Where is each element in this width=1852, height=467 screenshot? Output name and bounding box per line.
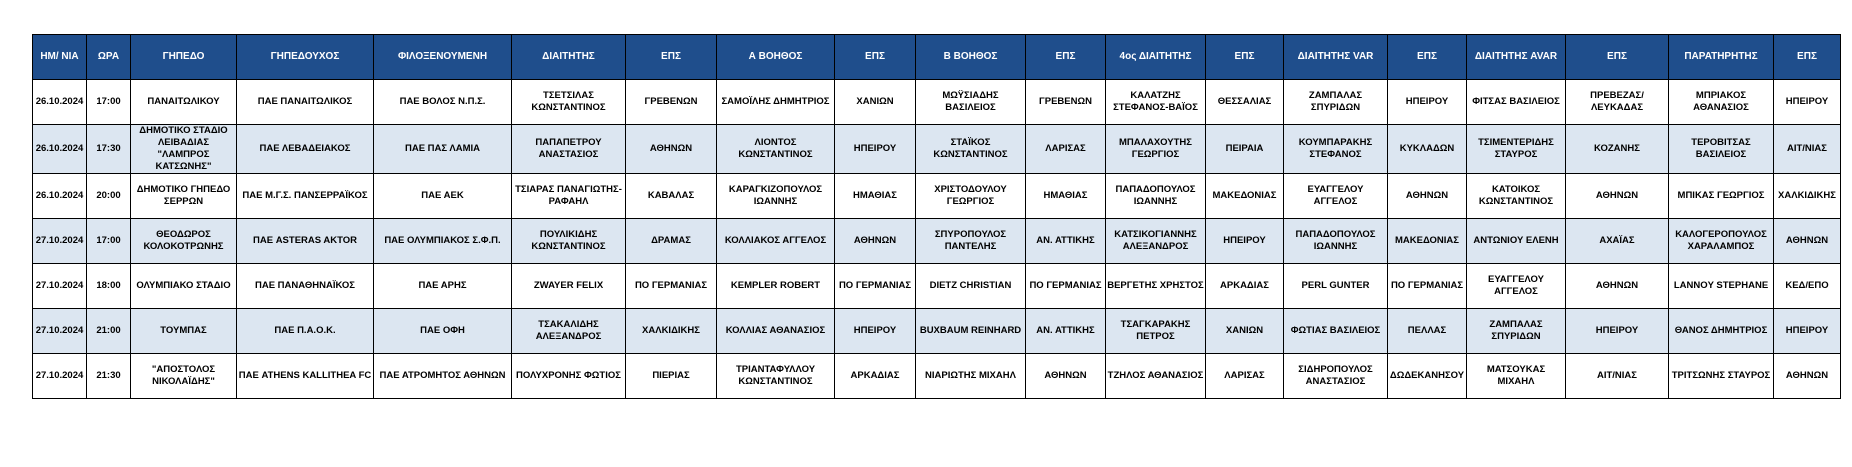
cell-observer: ΤΡΙΤΣΩΝΗΣ ΣΤΑΥΡΟΣ [1669,354,1774,399]
col-header-date: ΗΜ/ ΝΙΑ [33,35,87,80]
cell-away-team: ΠΑΕ ΑΡΗΣ [374,264,512,309]
table-body [33,80,1841,399]
cell-assistant-a-eps: ΗΠΕΙΡΟΥ [835,125,916,174]
cell-var-eps: ΔΩΔΕΚΑΝΗΣΟΥ [1388,354,1467,399]
col-header-assistant-a-eps: ΕΠΣ [835,35,916,80]
cell-assistant-b: ΜΩΫΣΙΑΔΗΣ ΒΑΣΙΛΕΙΟΣ [916,80,1026,125]
cell-fourth-official-eps: ΧΑΝΙΩΝ [1206,309,1284,354]
cell-assistant-a-eps: ΑΘΗΝΩΝ [835,219,916,264]
cell-time: 18:00 [87,264,131,309]
cell-assistant-a-eps: ΗΜΑΘΙΑΣ [835,174,916,219]
cell-observer-eps: ΑΘΗΝΩΝ [1774,219,1841,264]
cell-assistant-b-eps: ΛΑΡΙΣΑΣ [1026,125,1106,174]
cell-stadium: ΔΗΜΟΤΙΚΟ ΓΗΠΕΔΟ ΣΕΡΡΩΝ [131,174,237,219]
cell-assistant-b: ΣΠΥΡΟΠΟΥΛΟΣ ΠΑΝΤΕΛΗΣ [916,219,1026,264]
cell-assistant-b-eps: ΗΜΑΘΙΑΣ [1026,174,1106,219]
cell-date: 26.10.2024 [33,174,87,219]
cell-assistant-a: ΣΑΜΟΪΛΗΣ ΔΗΜΗΤΡΙΟΣ [717,80,835,125]
cell-referee: ΠΑΠΑΠΕΤΡΟΥ ΑΝΑΣΤΑΣΙΟΣ [512,125,626,174]
cell-assistant-b-eps: ΠΟ ΓΕΡΜΑΝΙΑΣ [1026,264,1106,309]
cell-fourth-official: ΚΑΛΑΤΖΗΣ ΣΤΕΦΑΝΟΣ-ΒΑΪΟΣ [1106,80,1206,125]
cell-assistant-a: KEMPLER ROBERT [717,264,835,309]
cell-fourth-official: ΚΑΤΣΙΚΟΓΙΑΝΝΗΣ ΑΛΕΞΑΝΔΡΟΣ [1106,219,1206,264]
cell-time: 20:00 [87,174,131,219]
cell-assistant-b-eps: ΓΡΕΒΕΝΩΝ [1026,80,1106,125]
cell-referee: ΤΣΙΑΡΑΣ ΠΑΝΑΓΙΩΤΗΣ-ΡΑΦΑΗΛ [512,174,626,219]
cell-away-team: ΠΑΕ ΠΑΣ ΛΑΜΙΑ [374,125,512,174]
referee-assignments-sheet [32,34,1841,399]
cell-time: 17:30 [87,125,131,174]
cell-home-team: ΠΑΕ ΠΑΝΑΙΤΩΛΙΚΟΣ [237,80,374,125]
cell-var: ΚΟΥΜΠΑΡΑΚΗΣ ΣΤΕΦΑΝΟΣ [1284,125,1388,174]
cell-avar-eps: ΑΙΤ/ΝΙΑΣ [1566,354,1669,399]
cell-avar: ΕΥΑΓΓΕΛΟΥ ΑΓΓΕΛΟΣ [1467,264,1566,309]
cell-time: 21:00 [87,309,131,354]
cell-var-eps: ΑΘΗΝΩΝ [1388,174,1467,219]
table-row [33,125,1841,174]
cell-home-team: ΠΑΕ ΛΕΒΑΔΕΙΑΚΟΣ [237,125,374,174]
cell-var: ΣΙΔΗΡΟΠΟΥΛΟΣ ΑΝΑΣΤΑΣΙΟΣ [1284,354,1388,399]
cell-away-team: ΠΑΕ ΑΕΚ [374,174,512,219]
cell-home-team: ΠΑΕ ΠΑΝΑΘΗΝΑΪΚΟΣ [237,264,374,309]
cell-avar: ΚΑΤΟΙΚΟΣ ΚΩΝΣΤΑΝΤΙΝΟΣ [1467,174,1566,219]
table-row [33,174,1841,219]
cell-assistant-b: DIETZ CHRISTIAN [916,264,1026,309]
cell-away-team: ΠΑΕ ΟΛΥΜΠΙΑΚΟΣ Σ.Φ.Π. [374,219,512,264]
cell-assistant-b-eps: ΑΝ. ΑΤΤΙΚΗΣ [1026,309,1106,354]
cell-time: 17:00 [87,80,131,125]
cell-time: 21:30 [87,354,131,399]
cell-avar: ΤΣΙΜΕΝΤΕΡΙΔΗΣ ΣΤΑΥΡΟΣ [1467,125,1566,174]
cell-fourth-official-eps: ΛΑΡΙΣΑΣ [1206,354,1284,399]
cell-stadium: ΤΟΥΜΠΑΣ [131,309,237,354]
col-header-var: ΔΙΑΙΤΗΤΗΣ VAR [1284,35,1388,80]
cell-avar-eps: ΠΡΕΒΕΖΑΣ/ ΛΕΥΚΑΔΑΣ [1566,80,1669,125]
table-row [33,219,1841,264]
cell-assistant-b-eps: ΑΝ. ΑΤΤΙΚΗΣ [1026,219,1106,264]
cell-date: 27.10.2024 [33,309,87,354]
cell-avar-eps: ΗΠΕΙΡΟΥ [1566,309,1669,354]
cell-observer: ΜΠΡΙΑΚΟΣ ΑΘΑΝΑΣΙΟΣ [1669,80,1774,125]
referee-assignments-table [32,34,1841,399]
col-header-observer: ΠΑΡΑΤΗΡΗΤΗΣ [1669,35,1774,80]
cell-assistant-a-eps: ΗΠΕΙΡΟΥ [835,309,916,354]
cell-observer-eps: ΧΑΛΚΙΔΙΚΗΣ [1774,174,1841,219]
cell-fourth-official-eps: ΗΠΕΙΡΟΥ [1206,219,1284,264]
cell-referee: ΤΣΕΤΣΙΛΑΣ ΚΩΝΣΤΑΝΤΙΝΟΣ [512,80,626,125]
cell-var: ΦΩΤΙΑΣ ΒΑΣΙΛΕΙΟΣ [1284,309,1388,354]
table-row [33,80,1841,125]
cell-fourth-official: ΜΠΑΛΑΧΟΥΤΗΣ ΓΕΩΡΓΙΟΣ [1106,125,1206,174]
cell-home-team: ΠΑΕ ATHENS KALLITHEA FC [237,354,374,399]
cell-referee: ΠΟΛΥΧΡΟΝΗΣ ΦΩΤΙΟΣ [512,354,626,399]
cell-avar: ΜΑΤΣΟΥΚΑΣ ΜΙΧΑΗΛ [1467,354,1566,399]
cell-observer: ΜΠΙΚΑΣ ΓΕΩΡΓΙΟΣ [1669,174,1774,219]
col-header-fourth-official-eps: ΕΠΣ [1206,35,1284,80]
header-row [33,35,1841,80]
cell-home-team: ΠΑΕ Μ.Γ.Σ. ΠΑΝΣΕΡΡΑΪΚΟΣ [237,174,374,219]
cell-home-team: ΠΑΕ Π.Α.Ο.Κ. [237,309,374,354]
cell-fourth-official: ΤΖΗΛΟΣ ΑΘΑΝΑΣΙΟΣ [1106,354,1206,399]
col-header-referee-eps: ΕΠΣ [626,35,717,80]
cell-home-team: ΠΑΕ ASTERAS AKTOR [237,219,374,264]
cell-stadium: ΟΛΥΜΠΙΑΚΟ ΣΤΑΔΙΟ [131,264,237,309]
col-header-assistant-b-eps: ΕΠΣ [1026,35,1106,80]
cell-date: 26.10.2024 [33,80,87,125]
table-row [33,309,1841,354]
cell-date: 27.10.2024 [33,219,87,264]
cell-avar: ΑΝΤΩΝΙΟΥ ΕΛΕΝΗ [1467,219,1566,264]
cell-var: PERL GUNTER [1284,264,1388,309]
cell-assistant-a: ΚΑΡΑΓΚΙΖΟΠΟΥΛΟΣ ΙΩΑΝΝΗΣ [717,174,835,219]
cell-referee-eps: ΠΟ ΓΕΡΜΑΝΙΑΣ [626,264,717,309]
col-header-fourth-official: 4ος ΔΙΑΙΤΗΤΗΣ [1106,35,1206,80]
col-header-avar: ΔΙΑΙΤΗΤΗΣ AVAR [1467,35,1566,80]
cell-assistant-a: ΚΟΛΛΙΑΚΟΣ ΑΓΓΕΛΟΣ [717,219,835,264]
cell-avar-eps: ΑΘΗΝΩΝ [1566,264,1669,309]
cell-assistant-b: ΝΙΑΡΙΩΤΗΣ ΜΙΧΑΗΛ [916,354,1026,399]
cell-assistant-a: ΤΡΙΑΝΤΑΦΥΛΛΟΥ ΚΩΝΣΤΑΝΤΙΝΟΣ [717,354,835,399]
cell-assistant-a-eps: ΠΟ ΓΕΡΜΑΝΙΑΣ [835,264,916,309]
cell-var-eps: ΠΟ ΓΕΡΜΑΝΙΑΣ [1388,264,1467,309]
cell-stadium: "ΑΠΟΣΤΟΛΟΣ ΝΙΚΟΛΑΪΔΗΣ" [131,354,237,399]
cell-assistant-b-eps: ΑΘΗΝΩΝ [1026,354,1106,399]
cell-date: 26.10.2024 [33,125,87,174]
cell-referee-eps: ΑΘΗΝΩΝ [626,125,717,174]
cell-referee: ΤΣΑΚΑΛΙΔΗΣ ΑΛΕΞΑΝΔΡΟΣ [512,309,626,354]
cell-referee-eps: ΔΡΑΜΑΣ [626,219,717,264]
cell-observer: ΤΕΡΟΒΙΤΣΑΣ ΒΑΣΙΛΕΙΟΣ [1669,125,1774,174]
cell-away-team: ΠΑΕ ΒΟΛΟΣ Ν.Π.Σ. [374,80,512,125]
cell-referee-eps: ΚΑΒΑΛΑΣ [626,174,717,219]
table-row [33,354,1841,399]
col-header-away-team: ΦΙΛΟΞΕΝΟΥΜΕΝΗ [374,35,512,80]
cell-fourth-official-eps: ΑΡΚΑΔΙΑΣ [1206,264,1284,309]
cell-date: 27.10.2024 [33,264,87,309]
cell-var-eps: ΚΥΚΛΑΔΩΝ [1388,125,1467,174]
cell-var: ΠΑΠΑΔΟΠΟΥΛΟΣ ΙΩΑΝΝΗΣ [1284,219,1388,264]
cell-observer-eps: ΚΕΔ/ΕΠΟ [1774,264,1841,309]
cell-avar: ΦΙΤΣΑΣ ΒΑΣΙΛΕΙΟΣ [1467,80,1566,125]
col-header-referee: ΔΙΑΙΤΗΤΗΣ [512,35,626,80]
cell-observer: ΘΑΝΟΣ ΔΗΜΗΤΡΙΟΣ [1669,309,1774,354]
cell-var-eps: ΠΕΛΛΑΣ [1388,309,1467,354]
cell-referee: ZWAYER FELIX [512,264,626,309]
cell-var-eps: ΜΑΚΕΔΟΝΙΑΣ [1388,219,1467,264]
cell-fourth-official: ΠΑΠΑΔΟΠΟΥΛΟΣ ΙΩΑΝΝΗΣ [1106,174,1206,219]
cell-observer: LANNOY STEPHANE [1669,264,1774,309]
cell-observer: ΚΑΛΟΓΕΡΟΠΟΥΛΟΣ ΧΑΡΑΛΑΜΠΟΣ [1669,219,1774,264]
cell-avar-eps: ΚΟΖΑΝΗΣ [1566,125,1669,174]
cell-avar-eps: ΑΧΑΪΑΣ [1566,219,1669,264]
cell-assistant-b: BUXBAUM REINHARD [916,309,1026,354]
cell-fourth-official: ΤΣΑΓΚΑΡΑΚΗΣ ΠΕΤΡΟΣ [1106,309,1206,354]
cell-avar-eps: ΑΘΗΝΩΝ [1566,174,1669,219]
cell-stadium: ΔΗΜΟΤΙΚΟ ΣΤΑΔΙΟ ΛΕΙΒΑΔΙΑΣ "ΛΑΜΠΡΟΣ ΚΑΤΣΩΝΗΣ" [131,125,237,174]
cell-assistant-b: ΣΤΑΪΚΟΣ ΚΩΝΣΤΑΝΤΙΝΟΣ [916,125,1026,174]
cell-fourth-official-eps: ΠΕΙΡΑΙΑ [1206,125,1284,174]
cell-date: 27.10.2024 [33,354,87,399]
col-header-assistant-b: Β ΒΟΗΘΟΣ [916,35,1026,80]
cell-observer-eps: ΗΠΕΙΡΟΥ [1774,80,1841,125]
col-header-observer-eps: ΕΠΣ [1774,35,1841,80]
cell-stadium: ΘΕΟΔΩΡΟΣ ΚΟΛΟΚΟΤΡΩΝΗΣ [131,219,237,264]
cell-time: 17:00 [87,219,131,264]
cell-var: ΕΥΑΓΓΕΛΟΥ ΑΓΓΕΛΟΣ [1284,174,1388,219]
cell-observer-eps: ΑΙΤ/ΝΙΑΣ [1774,125,1841,174]
cell-referee-eps: ΓΡΕΒΕΝΩΝ [626,80,717,125]
col-header-home-team: ΓΗΠΕΔΟΥΧΟΣ [237,35,374,80]
cell-assistant-a-eps: ΑΡΚΑΔΙΑΣ [835,354,916,399]
cell-observer-eps: ΑΘΗΝΩΝ [1774,354,1841,399]
cell-assistant-a: ΛΙΟΝΤΟΣ ΚΩΝΣΤΑΝΤΙΝΟΣ [717,125,835,174]
cell-observer-eps: ΗΠΕΙΡΟΥ [1774,309,1841,354]
col-header-assistant-a: Α ΒΟΗΘΟΣ [717,35,835,80]
cell-stadium: ΠΑΝΑΙΤΩΛΙΚΟΥ [131,80,237,125]
cell-fourth-official-eps: ΘΕΣΣΑΛΙΑΣ [1206,80,1284,125]
col-header-time: ΩΡΑ [87,35,131,80]
cell-var-eps: ΗΠΕΙΡΟΥ [1388,80,1467,125]
cell-fourth-official-eps: ΜΑΚΕΔΟΝΙΑΣ [1206,174,1284,219]
col-header-var-eps: ΕΠΣ [1388,35,1467,80]
cell-away-team: ΠΑΕ ΟΦΗ [374,309,512,354]
cell-referee-eps: ΧΑΛΚΙΔΙΚΗΣ [626,309,717,354]
cell-referee: ΠΟΥΛΙΚΙΔΗΣ ΚΩΝΣΤΑΝΤΙΝΟΣ [512,219,626,264]
cell-assistant-a-eps: ΧΑΝΙΩΝ [835,80,916,125]
cell-away-team: ΠΑΕ ΑΤΡΟΜΗΤΟΣ ΑΘΗΝΩΝ [374,354,512,399]
col-header-stadium: ΓΗΠΕΔΟ [131,35,237,80]
cell-var: ΖΑΜΠΑΛΑΣ ΣΠΥΡΙΔΩΝ [1284,80,1388,125]
cell-referee-eps: ΠΙΕΡΙΑΣ [626,354,717,399]
table-row [33,264,1841,309]
cell-assistant-b: ΧΡΙΣΤΟΔΟΥΛΟΥ ΓΕΩΡΓΙΟΣ [916,174,1026,219]
cell-fourth-official: ΒΕΡΓΕΤΗΣ ΧΡΗΣΤΟΣ [1106,264,1206,309]
cell-assistant-a: ΚΟΛΛΙΑΣ ΑΘΑΝΑΣΙΟΣ [717,309,835,354]
cell-avar: ΖΑΜΠΑΛΑΣ ΣΠΥΡΙΔΩΝ [1467,309,1566,354]
col-header-avar-eps: ΕΠΣ [1566,35,1669,80]
